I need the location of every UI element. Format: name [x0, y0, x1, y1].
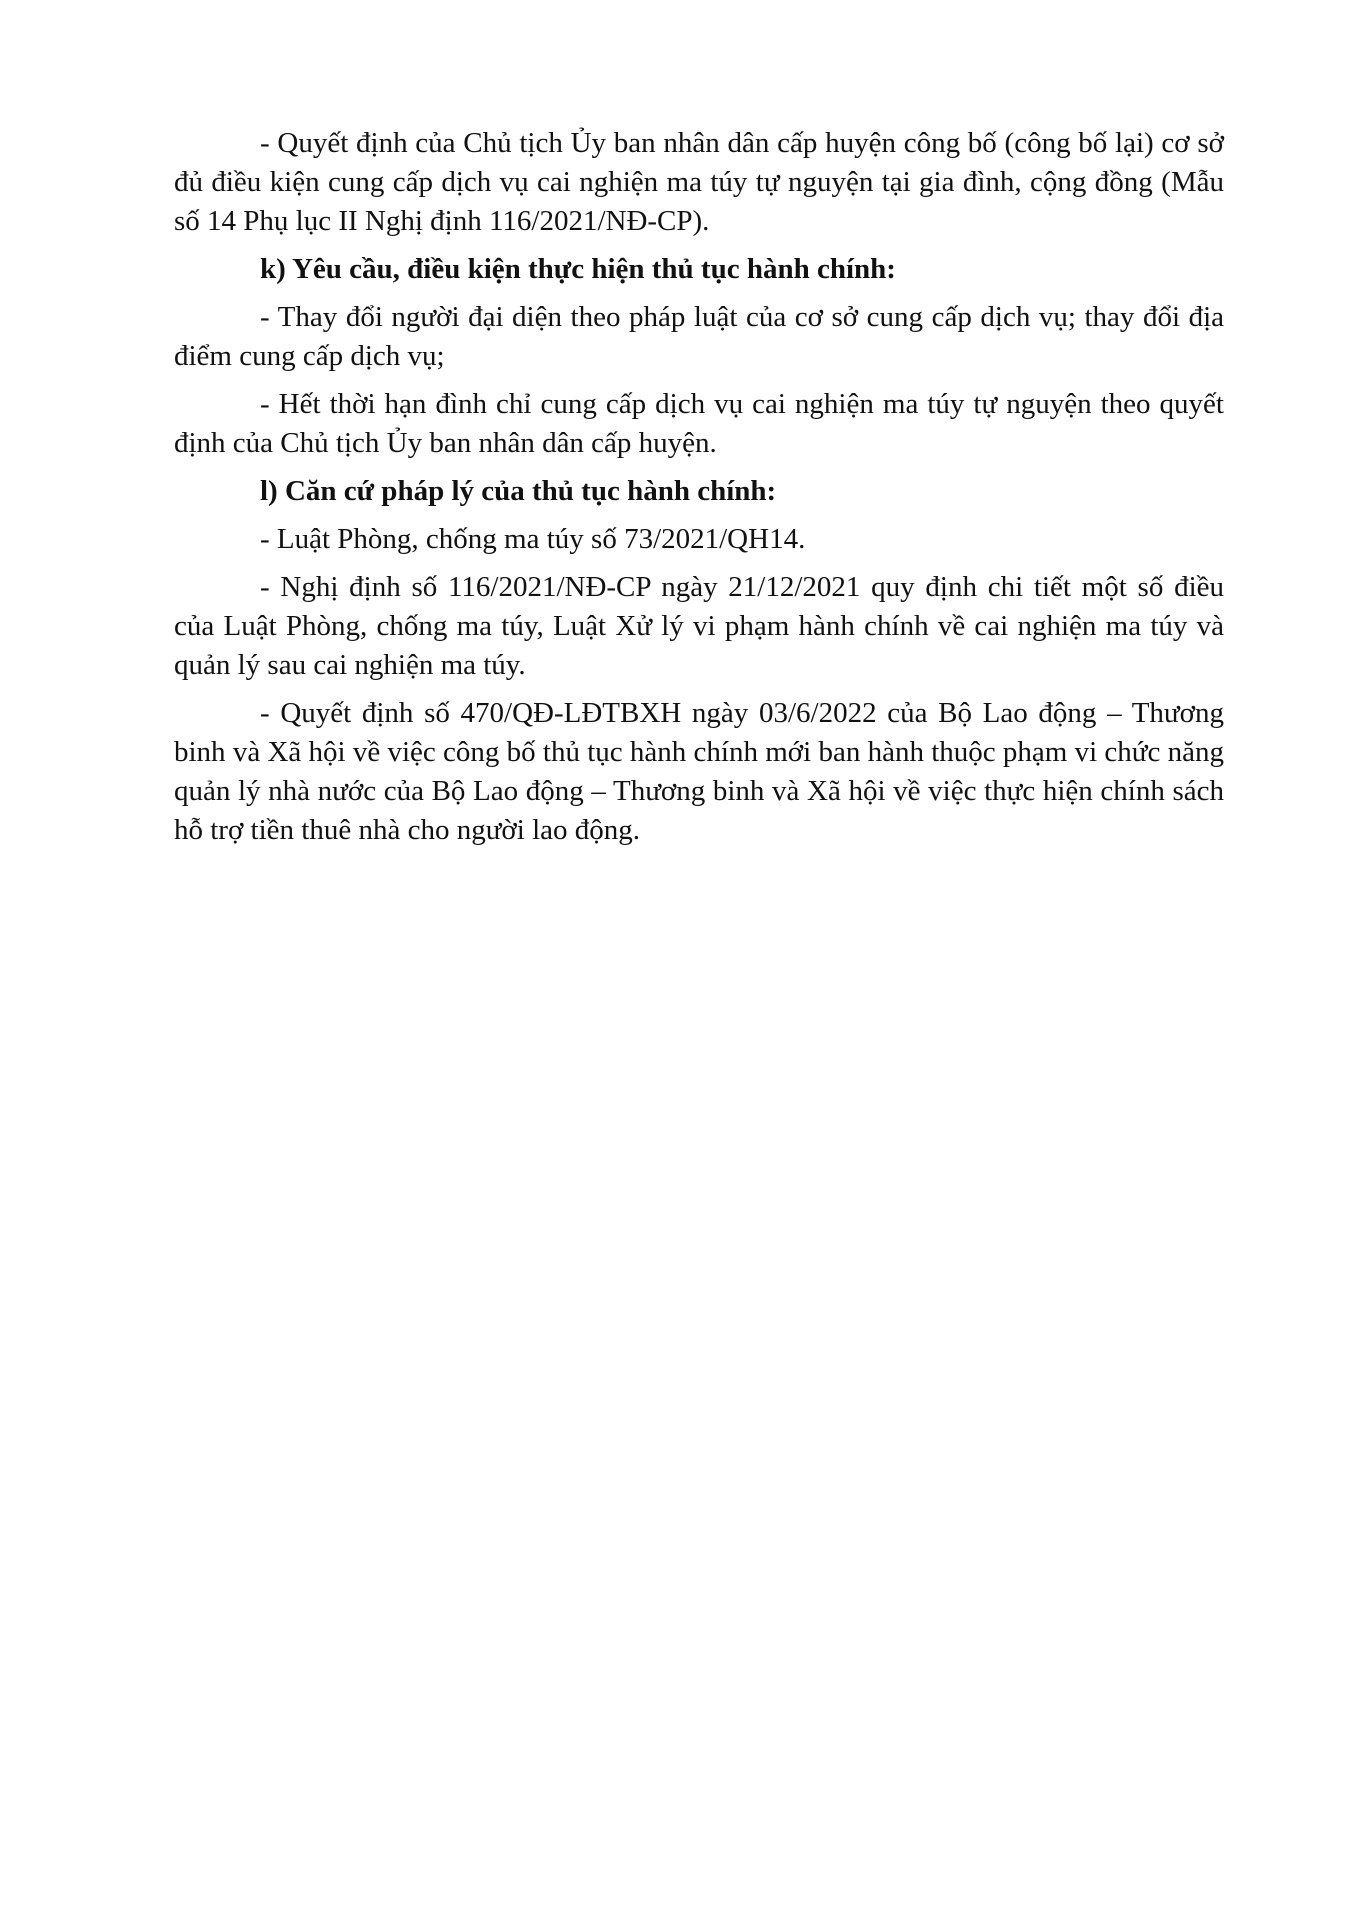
section-heading-legal-basis: l) Căn cứ pháp lý của thủ tục hành chính:: [260, 475, 777, 507]
paragraph-requirement-suspension-end: - Hết thời hạn đình chỉ cung cấp dịch vụ cai nghiện ma túy tự nguyện theo quyết định của Chủ tịch Ủy ban nhân dân cấp huyện.: [174, 388, 1224, 459]
document-body: [174, 124, 1224, 859]
paragraph-decision-announcement: - Quyết định của Chủ tịch Ủy ban nhân dân cấp huyện công bố (công bố lại) cơ sở đủ điều kiện cung cấp dịch vụ cai nghiện ma túy tự nguyện tại gia đình, cộng đồng (Mẫu số 14 Phụ lục II Nghị định 116/2021/NĐ-CP).: [174, 127, 1224, 237]
paragraph-requirement-change: - Thay đổi người đại diện theo pháp luật của cơ sở cung cấp dịch vụ; thay đổi địa điểm cung cấp dịch vụ;: [174, 301, 1224, 372]
paragraph-legal-decision: - Quyết định số 470/QĐ-LĐTBXH ngày 03/6/2022 của Bộ Lao động – Thương binh và Xã hội về việc công bố thủ tục hành chính mới ban hành thuộc phạm vi chức năng quản lý nhà nước của Bộ Lao động – Thương binh và Xã hội về việc thực hiện chính sách hỗ trợ tiền thuê nhà cho người lao động.: [174, 697, 1224, 846]
paragraph-legal-decree: - Nghị định số 116/2021/NĐ-CP ngày 21/12/2021 quy định chi tiết một số điều của Luật Phòng, chống ma túy, Luật Xử lý vi phạm hành chính về cai nghiện ma túy và quản lý sau cai nghiện ma túy.: [174, 571, 1224, 681]
section-heading-requirements: k) Yêu cầu, điều kiện thực hiện thủ tục hành chính:: [260, 253, 896, 285]
paragraph-legal-law: - Luật Phòng, chống ma túy số 73/2021/QH14.: [260, 523, 806, 555]
